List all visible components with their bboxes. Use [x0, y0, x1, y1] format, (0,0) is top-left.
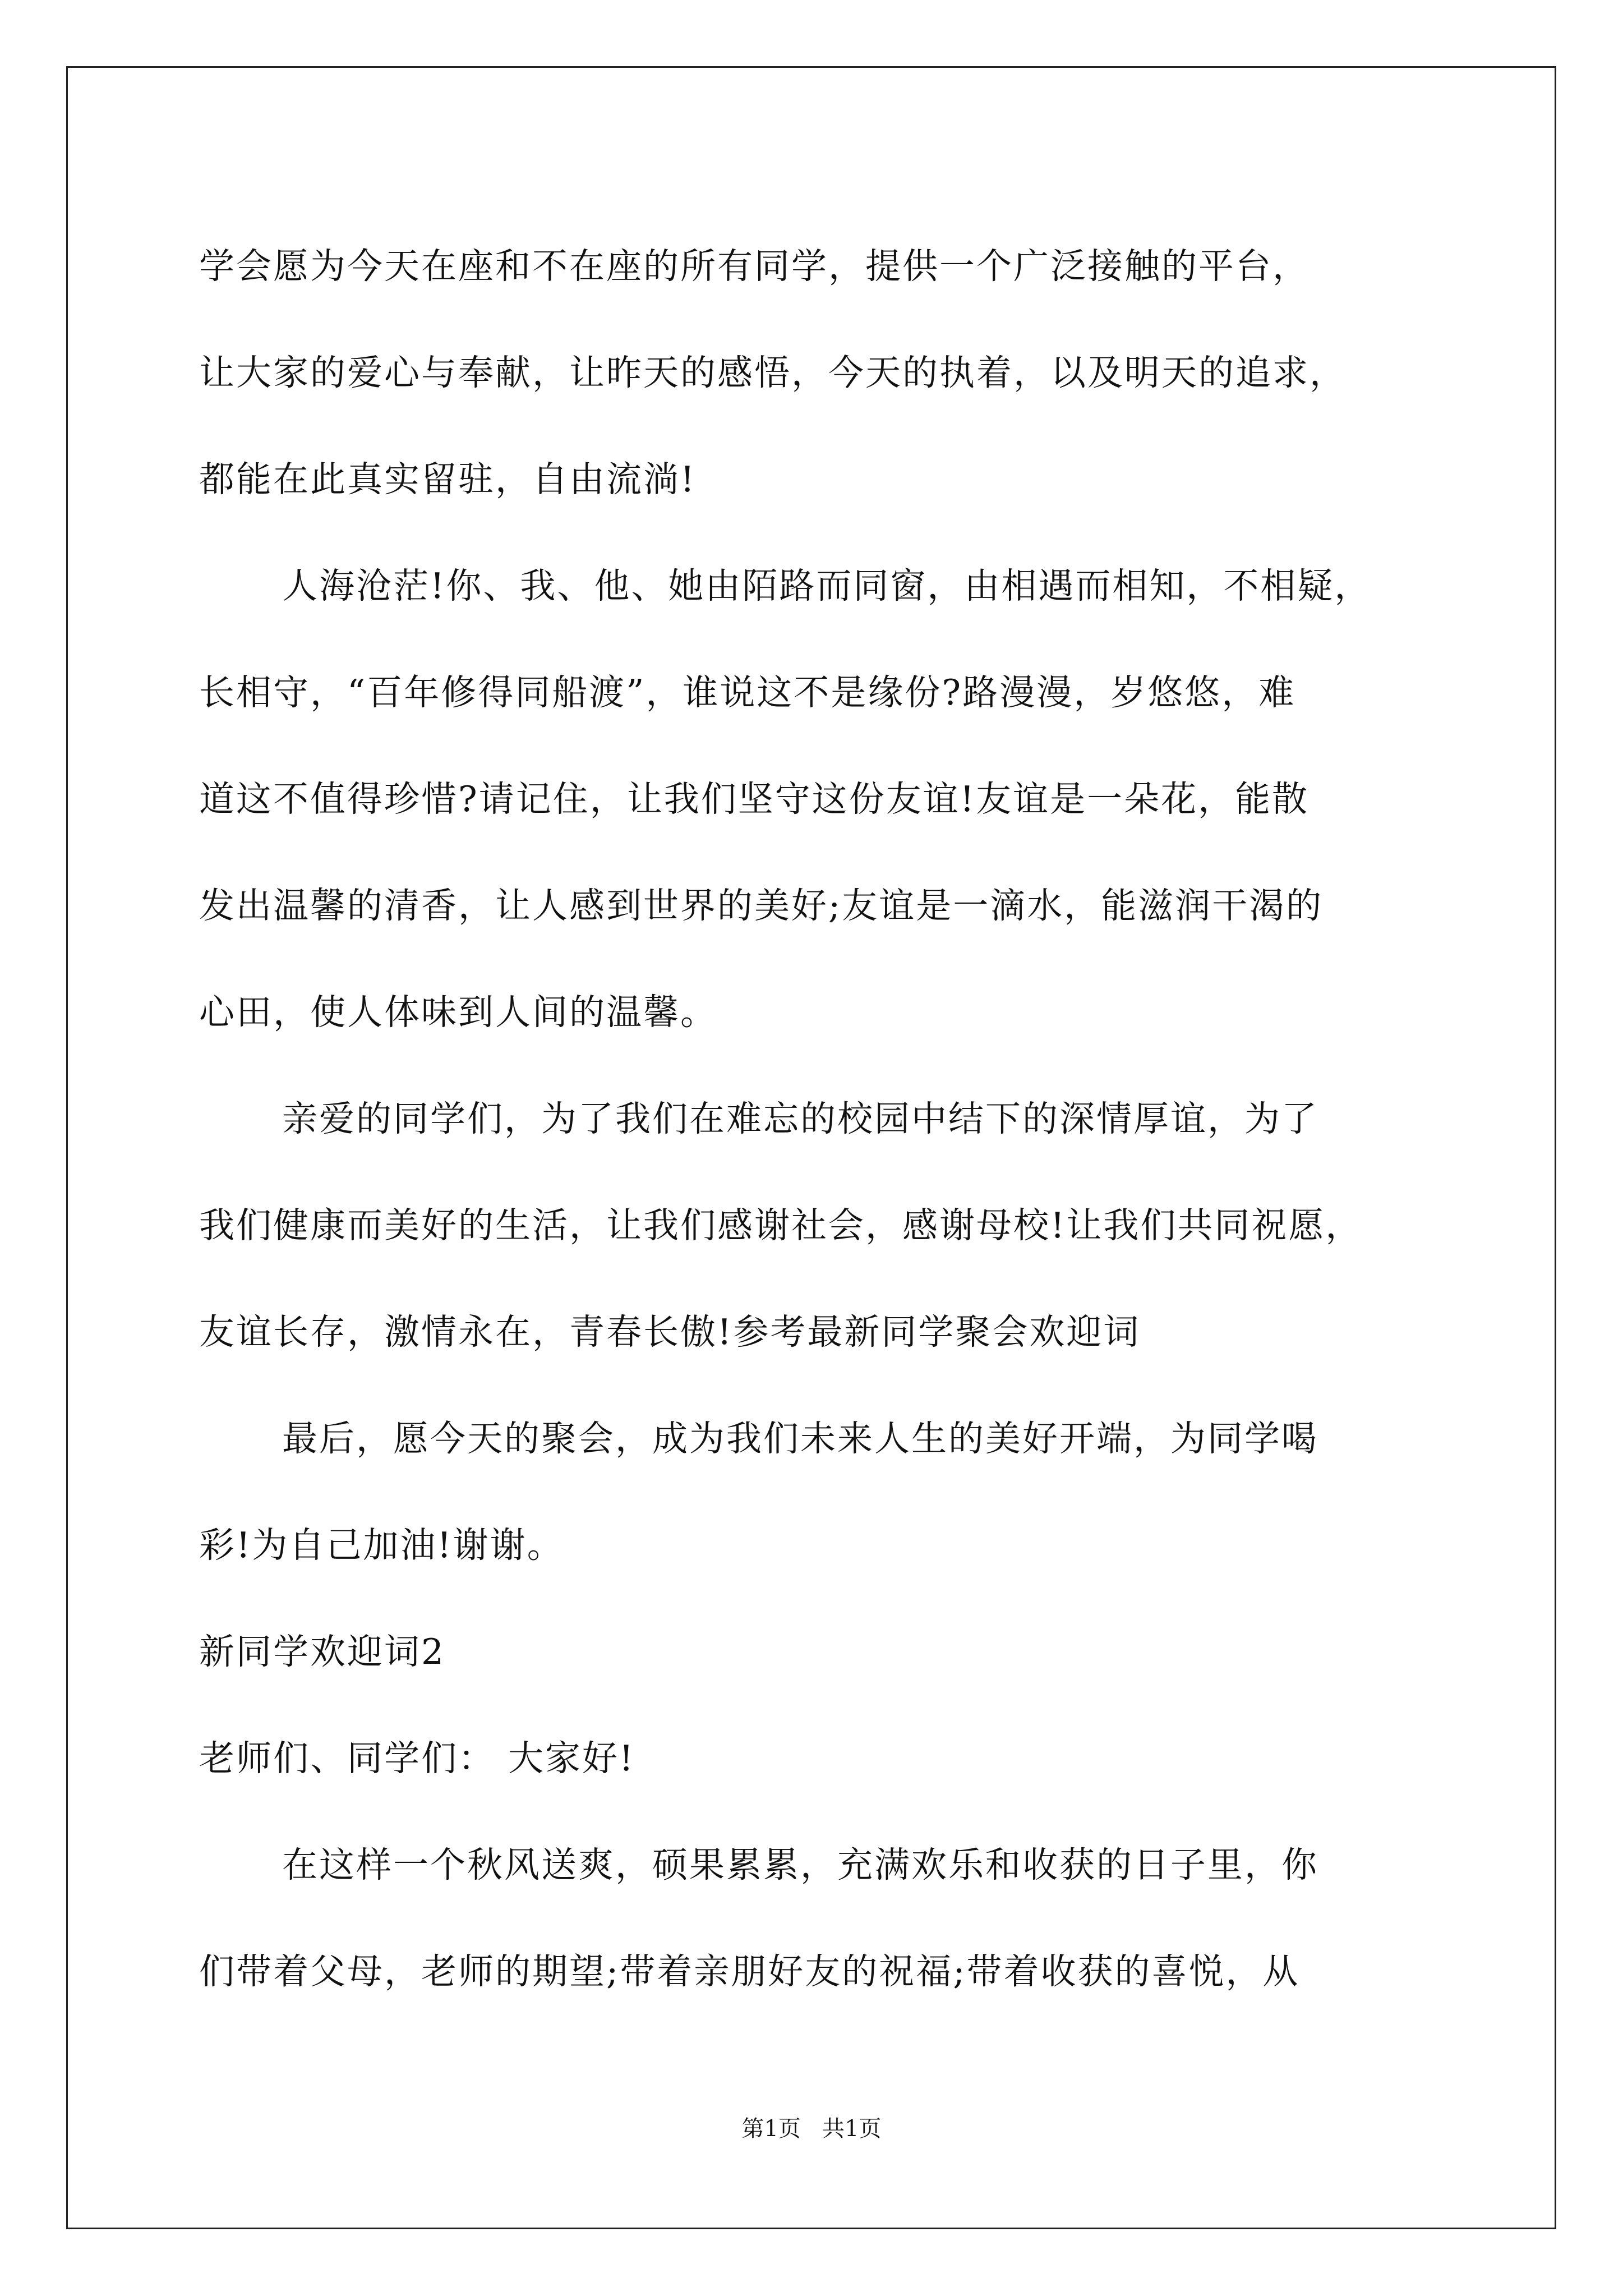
text-line: 学会愿为今天在座和不在座的所有同学，提供一个广泛接触的平台， [199, 246, 1310, 287]
document-body [199, 213, 1430, 2025]
text-line: 让大家的爱心与奉献，让昨天的感悟，今天的执着，以及明天的追求， [199, 352, 1347, 393]
salutation-line: 老师们、同学们： 大家好! [199, 1738, 635, 1779]
text-line: 道这不值得珍惜?请记住，让我们坚守这份友谊!友谊是一朵花，能散 [199, 779, 1310, 820]
text-line: 们带着父母，老师的期望;带着亲朋好友的祝福;带着收获的喜悦，从 [199, 1951, 1300, 1992]
text-line: 我们健康而美好的生活，让我们感谢社会，感谢母校!让我们共同祝愿， [199, 1205, 1363, 1246]
text-line: 彩!为自己加油!谢谢。 [199, 1525, 564, 1566]
paragraph-start-line: 最后，愿今天的聚会，成为我们未来人生的美好开端，为同学喝 [282, 1418, 1318, 1459]
page-footer: 第1页 共1页 [741, 2116, 882, 2142]
text-line: 心田，使人体味到人间的温馨。 [199, 992, 717, 1033]
text-line: 发出温馨的清香，让人感到世界的美好;友谊是一滴水，能滋润干渴的 [199, 885, 1324, 926]
text-line: 友谊长存，激情永在，青春长傲!参考最新同学聚会欢迎词 [199, 1312, 1141, 1352]
paragraph-start-line: 人海沧茫!你、我、他、她由陌路而同窗，由相遇而相知，不相疑， [282, 565, 1372, 606]
text-line: 都能在此真实留驻，自由流淌! [199, 459, 697, 500]
paragraph-start-line: 亲爱的同学们，为了我们在难忘的校园中结下的深情厚谊，为了 [282, 1098, 1318, 1139]
text-line: 长相守，“百年修得同船渡”，谁说这不是缘份?路漫漫，岁悠悠，难 [199, 672, 1296, 713]
paragraph-start-line: 在这样一个秋风送爽，硕果累累，充满欢乐和收获的日子里，你 [282, 1844, 1318, 1885]
section-heading: 新同学欢迎词2 [199, 1631, 446, 1672]
